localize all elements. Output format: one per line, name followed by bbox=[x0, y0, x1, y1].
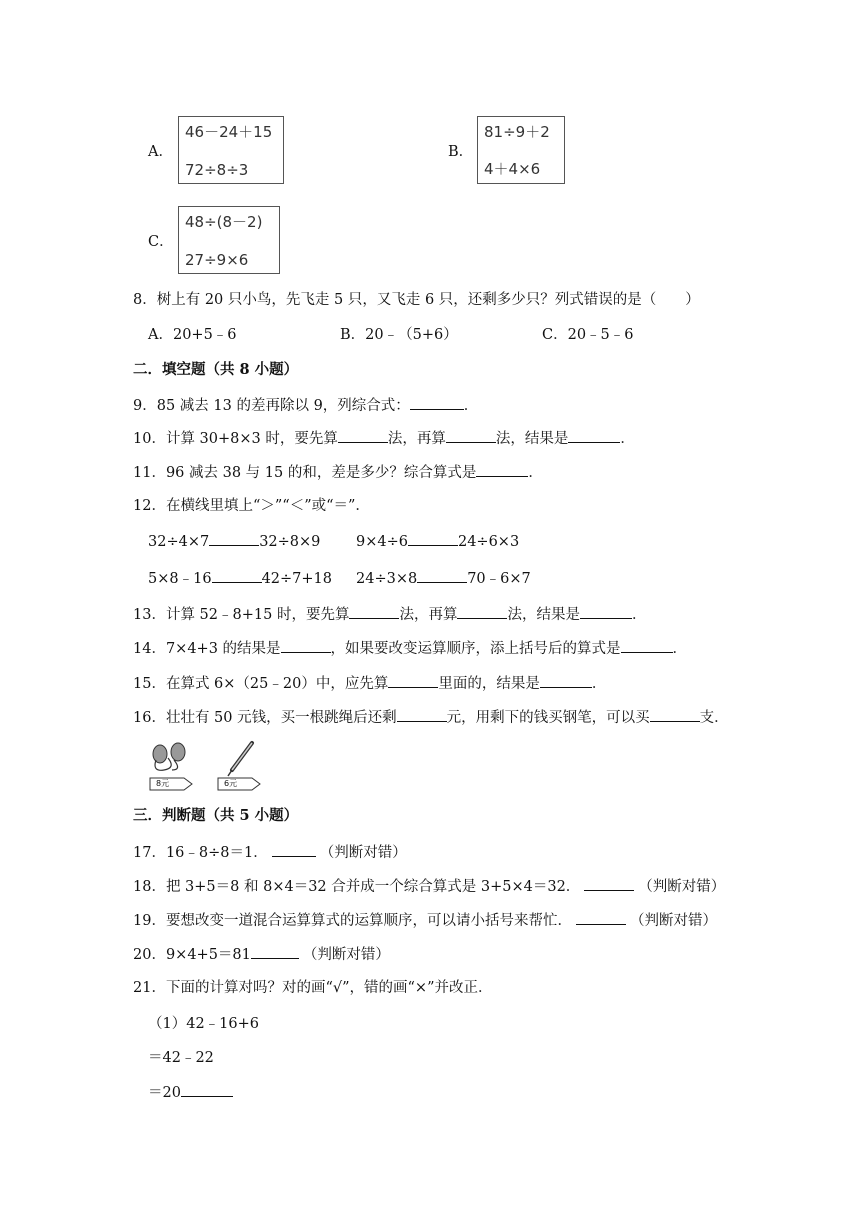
question-17 bbox=[133, 842, 407, 863]
pen-icon bbox=[214, 740, 266, 792]
answer-blank[interactable] bbox=[476, 462, 528, 477]
answer-blank[interactable] bbox=[397, 707, 447, 722]
expr-right: 42÷7+18 bbox=[261, 571, 332, 587]
question-14-text-2: ，如果要改变运算顺序，添上括号后的算式是 bbox=[330, 641, 621, 657]
answer-blank[interactable] bbox=[251, 944, 299, 959]
option-a-line2: 72÷8÷3 bbox=[185, 161, 249, 179]
option-b-box bbox=[477, 116, 565, 184]
option-b-line1: 81÷9＋2 bbox=[484, 123, 550, 141]
option-c-line2: 27÷9×6 bbox=[185, 251, 249, 269]
question-15 bbox=[133, 673, 606, 694]
question-14-text-1: 14．7×4+3 的结果是 bbox=[133, 641, 281, 657]
answer-blank[interactable] bbox=[410, 395, 464, 410]
question-21: 21．下面的计算对吗？对的画“√”，错的画“×”并改正． bbox=[133, 980, 493, 996]
question-13 bbox=[133, 604, 646, 625]
question-11-end: ． bbox=[528, 465, 543, 481]
answer-blank[interactable] bbox=[540, 673, 592, 688]
question-21-line-2: ＝42﹣22 bbox=[148, 1050, 214, 1066]
question-18 bbox=[133, 876, 725, 897]
option-b-line2: 4＋4×6 bbox=[484, 160, 541, 178]
expr-right: 32÷8×9 bbox=[259, 534, 321, 550]
question-9 bbox=[133, 395, 478, 416]
question-11-text: 11．96 减去 38 与 15 的和，差是多少？综合算式是 bbox=[133, 465, 477, 481]
question-15-text-1: 15．在算式 6×（25﹣20）中，应先算 bbox=[133, 676, 389, 692]
question-13-text-3: 法，结果是 bbox=[507, 607, 580, 623]
jump-rope-price: 8元 bbox=[156, 779, 170, 788]
question-12-row-2 bbox=[148, 568, 332, 589]
answer-blank[interactable] bbox=[580, 604, 632, 619]
question-19 bbox=[133, 910, 717, 931]
answer-blank[interactable] bbox=[181, 1082, 233, 1097]
option-b-label: B． bbox=[448, 144, 474, 160]
expr-left: 32÷4×7 bbox=[148, 534, 210, 550]
question-12-row-2b bbox=[356, 568, 531, 589]
question-11 bbox=[133, 462, 543, 483]
question-16-text-2: 元，用剩下的钱买钢笔，可以买 bbox=[446, 710, 650, 726]
question-21-result: ＝20 bbox=[148, 1085, 181, 1101]
option-c-box bbox=[178, 206, 280, 274]
question-16-text-1: 16．壮壮有 50 元钱，买一根跳绳后还剩 bbox=[133, 710, 397, 726]
answer-blank[interactable] bbox=[272, 842, 316, 857]
question-12: 12．在横线里填上“＞”“＜”或“＝”． bbox=[133, 498, 370, 514]
question-20-text: 20．9×4+5＝81 bbox=[133, 947, 251, 963]
question-21-line-1: （1）42﹣16+6 bbox=[148, 1016, 260, 1032]
option-c-label: C． bbox=[148, 234, 174, 250]
judge-hint: （判断对错） bbox=[629, 913, 717, 929]
question-12-row-1 bbox=[148, 531, 320, 552]
section-3-title: 三．判断题（共 5 小题） bbox=[133, 807, 299, 824]
question-10 bbox=[133, 428, 635, 449]
option-c-line1: 48÷(8－2) bbox=[185, 213, 263, 231]
question-13-text-2: 法，再算 bbox=[399, 607, 458, 623]
judge-hint: （判断对错） bbox=[319, 845, 407, 861]
compare-blank[interactable] bbox=[209, 531, 259, 546]
question-14-text-3: ． bbox=[672, 641, 688, 657]
answer-blank[interactable] bbox=[281, 638, 331, 653]
question-8-option-a: A．20+5﹣6 bbox=[148, 327, 237, 343]
pen-price: 6元 bbox=[224, 779, 238, 788]
expr-left: 24÷3×8 bbox=[356, 571, 418, 587]
question-8-option-c: C．20﹣5﹣6 bbox=[542, 327, 634, 343]
question-16 bbox=[133, 707, 729, 728]
option-a-box bbox=[178, 116, 284, 184]
question-21-line-3 bbox=[148, 1082, 233, 1103]
judge-hint: （判断对错） bbox=[302, 947, 390, 963]
answer-blank[interactable] bbox=[446, 428, 496, 443]
answer-blank[interactable] bbox=[576, 910, 626, 925]
question-16-text-3: 支． bbox=[699, 710, 729, 726]
question-14 bbox=[133, 638, 687, 659]
answer-blank[interactable] bbox=[584, 876, 634, 891]
question-13-text-1: 13．计算 52﹣8+15 时，要先算 bbox=[133, 607, 350, 623]
jump-rope-item bbox=[146, 740, 196, 792]
judge-hint: （判断对错） bbox=[638, 879, 726, 895]
question-12-row-1b bbox=[356, 531, 519, 552]
option-a-line1: 46－24＋15 bbox=[185, 123, 273, 141]
expr-right: 70﹣6×7 bbox=[467, 571, 531, 587]
compare-blank[interactable] bbox=[408, 531, 458, 546]
answer-blank[interactable] bbox=[338, 428, 388, 443]
answer-blank[interactable] bbox=[349, 604, 399, 619]
answer-blank[interactable] bbox=[388, 673, 438, 688]
compare-blank[interactable] bbox=[212, 568, 262, 583]
option-a-label: A． bbox=[148, 144, 173, 160]
question-13-text-4: ． bbox=[631, 607, 647, 623]
answer-blank[interactable] bbox=[457, 604, 507, 619]
question-9-text: 9．85 减去 13 的差再除以 9，列综合式： bbox=[133, 398, 410, 414]
answer-blank[interactable] bbox=[568, 428, 620, 443]
expr-left: 9×4÷6 bbox=[356, 534, 408, 550]
question-15-text-2: 里面的，结果是 bbox=[438, 676, 540, 692]
question-20 bbox=[133, 944, 390, 965]
question-8: 8．树上有 20 只小鸟，先飞走 5 只，又飞走 6 只，还剩多少只？列式错误的是（ ） bbox=[133, 292, 700, 308]
question-19-text: 19．要想改变一道混合运算算式的运算顺序，可以请小括号来帮忙． bbox=[133, 913, 572, 929]
question-10-text-1: 10．计算 30+8×3 时，要先算 bbox=[133, 431, 338, 447]
compare-blank[interactable] bbox=[417, 568, 467, 583]
question-17-text: 17．16﹣8÷8＝1． bbox=[133, 845, 268, 861]
question-15-text-3: ． bbox=[591, 676, 607, 692]
question-9-end: ． bbox=[463, 398, 479, 414]
jump-rope-icon bbox=[146, 740, 196, 792]
question-8-option-b: B．20﹣（5+6） bbox=[340, 327, 458, 343]
question-10-text-2: 法，再算 bbox=[387, 431, 446, 447]
answer-blank[interactable] bbox=[621, 638, 673, 653]
answer-blank[interactable] bbox=[650, 707, 700, 722]
expr-right: 24÷6×3 bbox=[457, 534, 520, 550]
question-10-text-4: ． bbox=[620, 431, 635, 447]
section-2-title: 二．填空题（共 8 小题） bbox=[133, 361, 299, 378]
expr-left: 5×8﹣16 bbox=[148, 571, 212, 587]
pen-item bbox=[214, 740, 266, 792]
question-18-text: 18．把 3+5＝8 和 8×4＝32 合并成一个综合算式是 3+5×4＝32． bbox=[133, 879, 581, 895]
question-10-text-3: 法，结果是 bbox=[495, 431, 569, 447]
